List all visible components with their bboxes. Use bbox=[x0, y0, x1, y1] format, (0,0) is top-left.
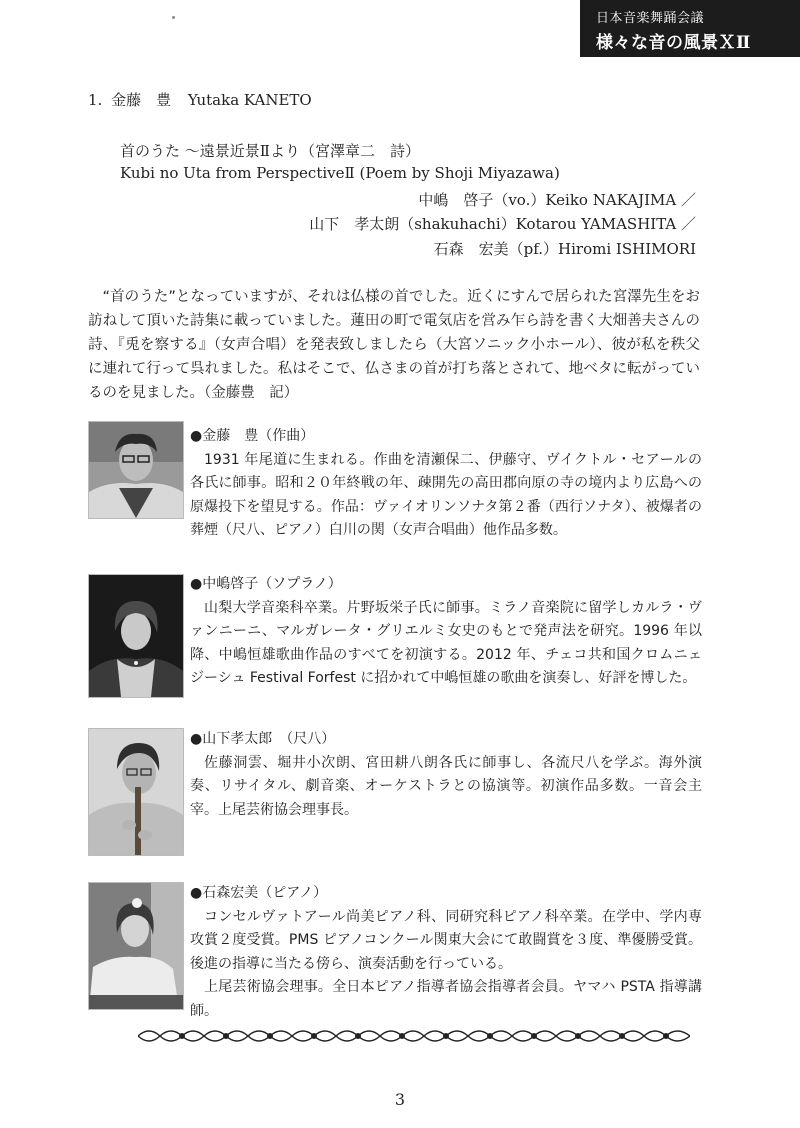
scan-speck bbox=[172, 16, 175, 19]
bio-text: 1931 年尾道に生まれる。作曲を清瀬保二、伊藤守、ヴイクトル・セアールの各氏に師事。昭和２０年終戦の年、疎開先の高田郡向原の寺の境内より広島への原爆投下を望見する。作品：ヴァイオリンソナタ第２番（西行ソナタ）、被爆者の葬煙（尺八、ピアノ）白川の関（女声合唱曲）他作品多数。 bbox=[190, 451, 702, 538]
composer-name-en: Yutaka KANETO bbox=[187, 91, 312, 109]
decorative-divider bbox=[138, 1024, 690, 1048]
work-title-en: Kubi no Uta from PerspectiveⅡ (Poem by Shoji Miyazawa) bbox=[120, 164, 560, 182]
entry-number: 1. bbox=[88, 91, 103, 109]
bio-composer bbox=[190, 425, 702, 543]
bio-text: コンセルヴァトアール尚美ピアノ科、同研究科ピアノ科卒業。在学中、学内専攻賞２度受賞。PMS ピアノコンクール関東大会にて敢闘賞を３度、準優勝受賞。後進の指導に当たる傍ら、演奏活動を行っている。 bbox=[190, 908, 702, 972]
work-title-jp: 首のうた ～遠景近景Ⅱより（宮澤章二 詩） bbox=[120, 142, 420, 160]
bio-name: ●山下孝太郎 （尺八） bbox=[190, 731, 336, 747]
header-box bbox=[580, 0, 800, 57]
bio-shakuhachi bbox=[190, 728, 702, 822]
bio-text: 佐藤洞雲、堀井小次朗、宮田耕八朗各氏に師事し、各流尺八を学ぶ。海外演奏、リサイタル、劇音楽、オーケストラとの協演等。初演作品多数。一音会主宰。上尾芸術協会理事長。 bbox=[190, 754, 702, 818]
bio-soprano bbox=[190, 573, 702, 691]
bio-name: ●金藤 豊（作曲） bbox=[190, 428, 315, 444]
bio-text: 山梨大学音楽科卒業。片野坂栄子氏に師事。ミラノ音楽院に留学しカルラ・ヴァンニーニ、マルガレータ・グリエルミ女史のもとで発声法を研究。1996 年以降、中嶋恒雄歌曲作品のすべてを初演する。2012 年、チェコ共和国クロムニェジーシュ Festival Forfest に招かれて中嶋恒雄の歌曲を演奏し、好評を博した。 bbox=[190, 599, 702, 686]
shakuhachi-player-photo bbox=[88, 728, 184, 856]
performer-line: 中嶋 啓子（vo.）Keiko NAKAJIMA ／ bbox=[418, 191, 696, 209]
header-title: 様々な音の風景ＸⅡ bbox=[596, 33, 751, 53]
composer-name-jp: 金藤 豊 bbox=[111, 91, 172, 109]
header-organization: 日本音楽舞踊会議 bbox=[596, 11, 705, 26]
page-number: 3 bbox=[394, 1090, 406, 1109]
program-entry-heading bbox=[88, 89, 312, 110]
pianist-photo bbox=[88, 882, 184, 1010]
soprano-photo bbox=[88, 574, 184, 698]
bio-name: ●石森宏美（ピアノ） bbox=[190, 885, 328, 901]
program-note: “首のうた”となっていますが、それは仏様の首でした。近くにすんで居られた宮澤先生をお訪ねして頂いた詩集に載っていました。蓮田の町で電気店を営み乍ら詩を書く大畑善夫さんの詩、『兎を察する』（女声合唱）を発表致しましたら（大宮ソニック小ホール）、彼が私を秩父に連れて行って呉れました。私はそこで、仏さまの首が打ち落とされて、地べタに転がっているのを見ました。（金藤豊 記） bbox=[88, 289, 700, 401]
performer-line: 山下 孝太朗（shakuhachi）Kotarou YAMASHITA ／ bbox=[309, 215, 696, 233]
composer-photo bbox=[88, 421, 184, 519]
performer-line: 石森 宏美（pf.）Hiromi ISHIMORI bbox=[433, 240, 696, 258]
bio-pianist bbox=[190, 882, 702, 1023]
bio-text-continued: 上尾芸術協会理事。全日本ピアノ指導者協会指導者会員。ヤマハ PSTA 指導講師。 bbox=[190, 979, 702, 1019]
bio-name: ●中嶋啓子（ソプラノ） bbox=[190, 576, 342, 592]
